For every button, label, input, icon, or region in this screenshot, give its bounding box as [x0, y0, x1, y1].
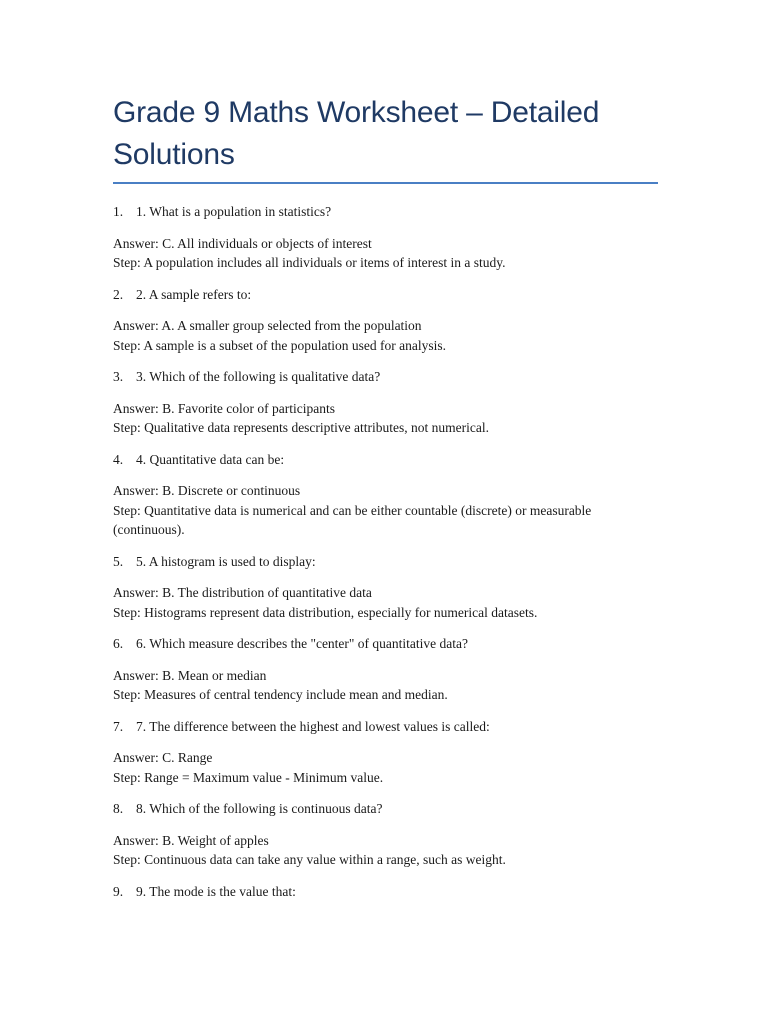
step-text: Step: A sample is a subset of the population used for analysis.	[113, 337, 446, 353]
answer-text: Answer: B. Discrete or continuous	[113, 483, 301, 498]
question-text: 8. Which of the following is continuous data?	[136, 801, 383, 816]
answer-block	[113, 583, 658, 622]
question-line	[113, 799, 658, 819]
answer-block	[113, 748, 658, 787]
answer-block	[113, 316, 658, 355]
answer-text: Answer: B. Weight of apples	[113, 832, 269, 848]
step-text: Step: Qualitative data represents descriptive attributes, not numerical.	[113, 420, 490, 435]
question-text: 5. A histogram is used to display:	[136, 553, 316, 569]
question-text: 4. Quantitative data can be:	[136, 451, 285, 467]
step-text: Step: Continuous data can take any value within a range, such as weight.	[113, 852, 506, 867]
answer-text: Answer: B. Mean or median	[113, 667, 267, 683]
answer-block	[113, 831, 658, 870]
question-item-9	[113, 882, 658, 902]
answer-text: Answer: B. Favorite color of participants	[113, 400, 335, 416]
question-number: 4.	[113, 451, 124, 467]
question-number: 3.	[113, 369, 124, 384]
question-text: 1. What is a population in statistics?	[136, 204, 332, 219]
answer-block	[113, 666, 658, 705]
step-text: Step: Histograms represent data distribution, especially for numerical datasets.	[113, 604, 538, 620]
question-text: 2. A sample refers to:	[136, 286, 252, 302]
question-line	[113, 450, 658, 470]
page-title: Grade 9 Maths Worksheet – Detailed Solutions	[113, 96, 600, 171]
question-item-7	[113, 717, 658, 788]
question-line	[113, 717, 658, 737]
answer-block	[113, 234, 658, 273]
question-number: 5.	[113, 553, 124, 569]
answer-text: Answer: C. Range	[113, 750, 213, 765]
question-line	[113, 634, 658, 654]
question-line	[113, 367, 658, 387]
question-item-3	[113, 367, 658, 438]
title-underline	[113, 182, 658, 184]
question-item-5	[113, 552, 658, 623]
step-text: Step: Measures of central tendency include mean and median.	[113, 687, 448, 702]
question-item-6	[113, 634, 658, 705]
question-text: 9. The mode is the value that:	[136, 883, 296, 899]
question-text: 6. Which measure describes the "center" of quantitative data?	[136, 636, 469, 651]
question-number: 9.	[113, 883, 124, 899]
question-text: 3. Which of the following is qualitative data?	[136, 369, 381, 384]
answer-block	[113, 399, 658, 438]
question-item-4	[113, 450, 658, 540]
question-line	[113, 202, 658, 222]
step-text: Step: Range = Maximum value - Minimum value.	[113, 769, 384, 785]
step-text: Step: A population includes all individuals or items of interest in a study.	[113, 255, 506, 270]
answer-block	[113, 481, 658, 540]
question-line	[113, 285, 658, 305]
question-line	[113, 552, 658, 572]
answer-text: Answer: A. A smaller group selected from the population	[113, 318, 422, 333]
step-text: Step: Quantitative data is numerical and can be either countable (discrete) or measurable (continuous).	[113, 502, 592, 537]
question-item-8	[113, 799, 658, 870]
question-text: 7. The difference between the highest and lowest values is called:	[136, 718, 490, 734]
question-item-2	[113, 285, 658, 356]
question-number: 1.	[113, 204, 124, 219]
question-number: 8.	[113, 801, 124, 816]
answer-text: Answer: C. All individuals or objects of interest	[113, 235, 372, 251]
answer-text: Answer: B. The distribution of quantitative data	[113, 585, 372, 600]
question-item-1	[113, 202, 658, 273]
question-number: 2.	[113, 286, 124, 302]
question-number: 6.	[113, 636, 124, 651]
question-number: 7.	[113, 718, 124, 734]
worksheet-page	[113, 92, 658, 913]
question-line	[113, 882, 658, 902]
